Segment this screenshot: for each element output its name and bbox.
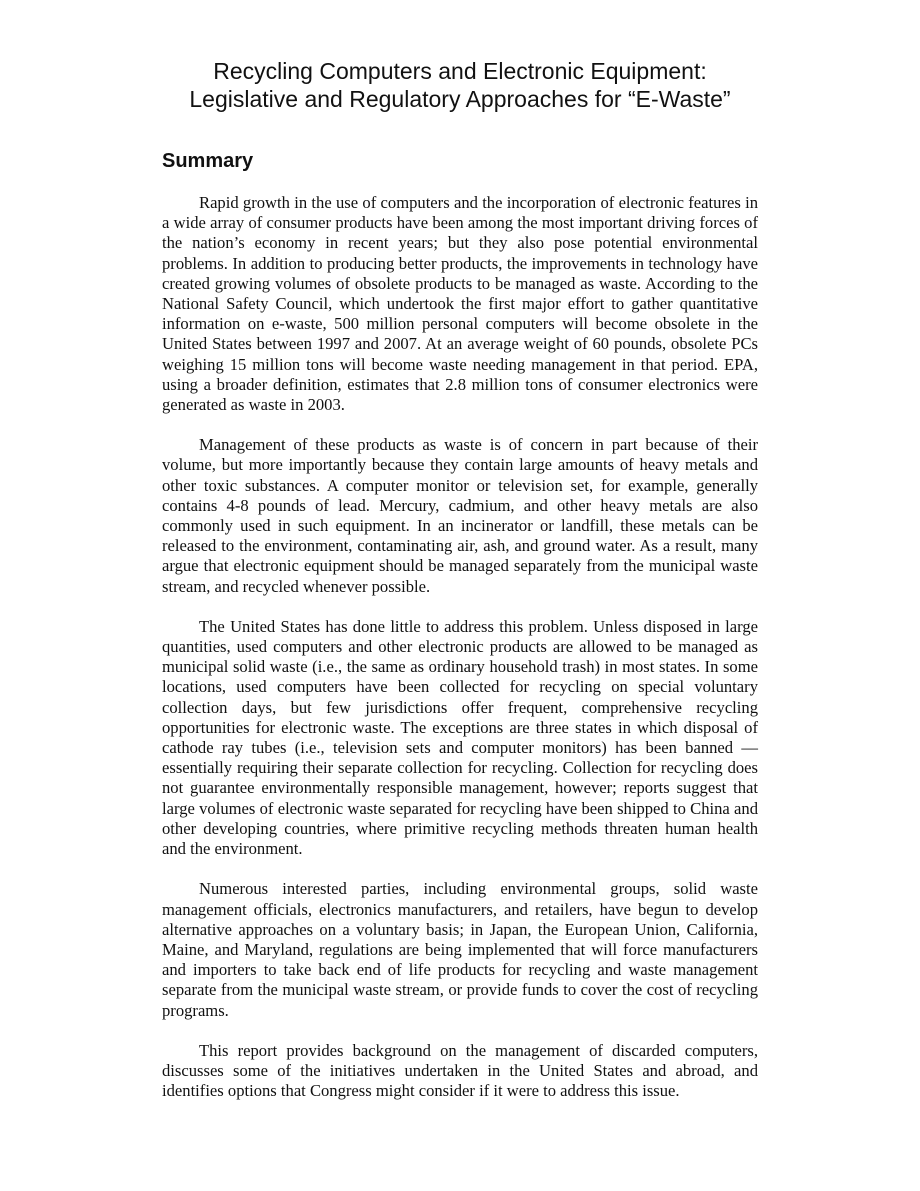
title-line-1: Recycling Computers and Electronic Equipment: xyxy=(213,58,707,84)
paragraph-report-scope: This report provides background on the management of discarded computers, discusses some of the initiatives undertaken in the United States and abroad, and identifies options that Congress might consider if it were to address this issue. xyxy=(162,1040,758,1101)
section-heading: Summary xyxy=(162,150,254,172)
summary-body xyxy=(162,193,758,1121)
document-title xyxy=(120,57,800,113)
paragraph-initiatives: Numerous interested parties, including environmental groups, solid waste management officials, electronics manufacturers, and retailers, have begun to develop alternative approaches on a voluntary basis; in Japan, the European Union, California, Maine, and Maryland, regulations are being implemented that will force manufacturers and importers to take back end of life products for recycling and waste management separate from the municipal waste stream, or provide funds to cover the cost of recycling programs. xyxy=(162,879,758,1020)
paragraph-toxics: Management of these products as waste is of concern in part because of their volume, but more importantly because they contain large amounts of heavy metals and other toxic substances. A computer monitor or television set, for example, generally contains 4-8 pounds of lead. Mercury, cadmium, and other heavy metals are also commonly used in such equipment. In an incinerator or landfill, these metals can be released to the environment, contaminating air, ash, and ground water. As a result, many argue that electronic equipment should be managed separately from the municipal waste stream, and recycled whenever possible. xyxy=(162,435,758,596)
paragraph-us-policy: The United States has done little to address this problem. Unless disposed in large quantities, used computers and other electronic products are allowed to be managed as municipal solid waste (i.e., the same as ordinary household trash) in most states. In some locations, used computers have been collected for recycling on special voluntary collection days, but few jurisdictions offer frequent, comprehensive recycling opportunities for electronic waste. The exceptions are three states in which disposal of cathode ray tubes (i.e., television sets and computer monitors) has been banned — essentially requiring their separate collection for recycling. Collection for recycling does not guarantee environmentally responsible management, however; reports suggest that large volumes of electronic waste separated for recycling have been shipped to China and other developing countries, where primitive recycling methods threaten human health and the environment. xyxy=(162,616,758,859)
paragraph-growth: Rapid growth in the use of computers and the incorporation of electronic features in a wide array of consumer products have been among the most important driving forces of the nation’s economy in recent years; but they also pose potential environmental problems. In addition to producing better products, the improvements in technology have created growing volumes of obsolete products to be managed as waste. According to the National Safety Council, which undertook the first major effort to gather quantitative information on e-waste, 500 million personal computers will become obsolete in the United States between 1997 and 2007. At an average weight of 60 pounds, obsolete PCs weighing 15 million tons will become waste needing management in that period. EPA, using a broader definition, estimates that 2.8 million tons of consumer electronics were generated as waste in 2003. xyxy=(162,193,758,415)
title-line-2: Legislative and Regulatory Approaches for “E-Waste” xyxy=(189,86,731,112)
